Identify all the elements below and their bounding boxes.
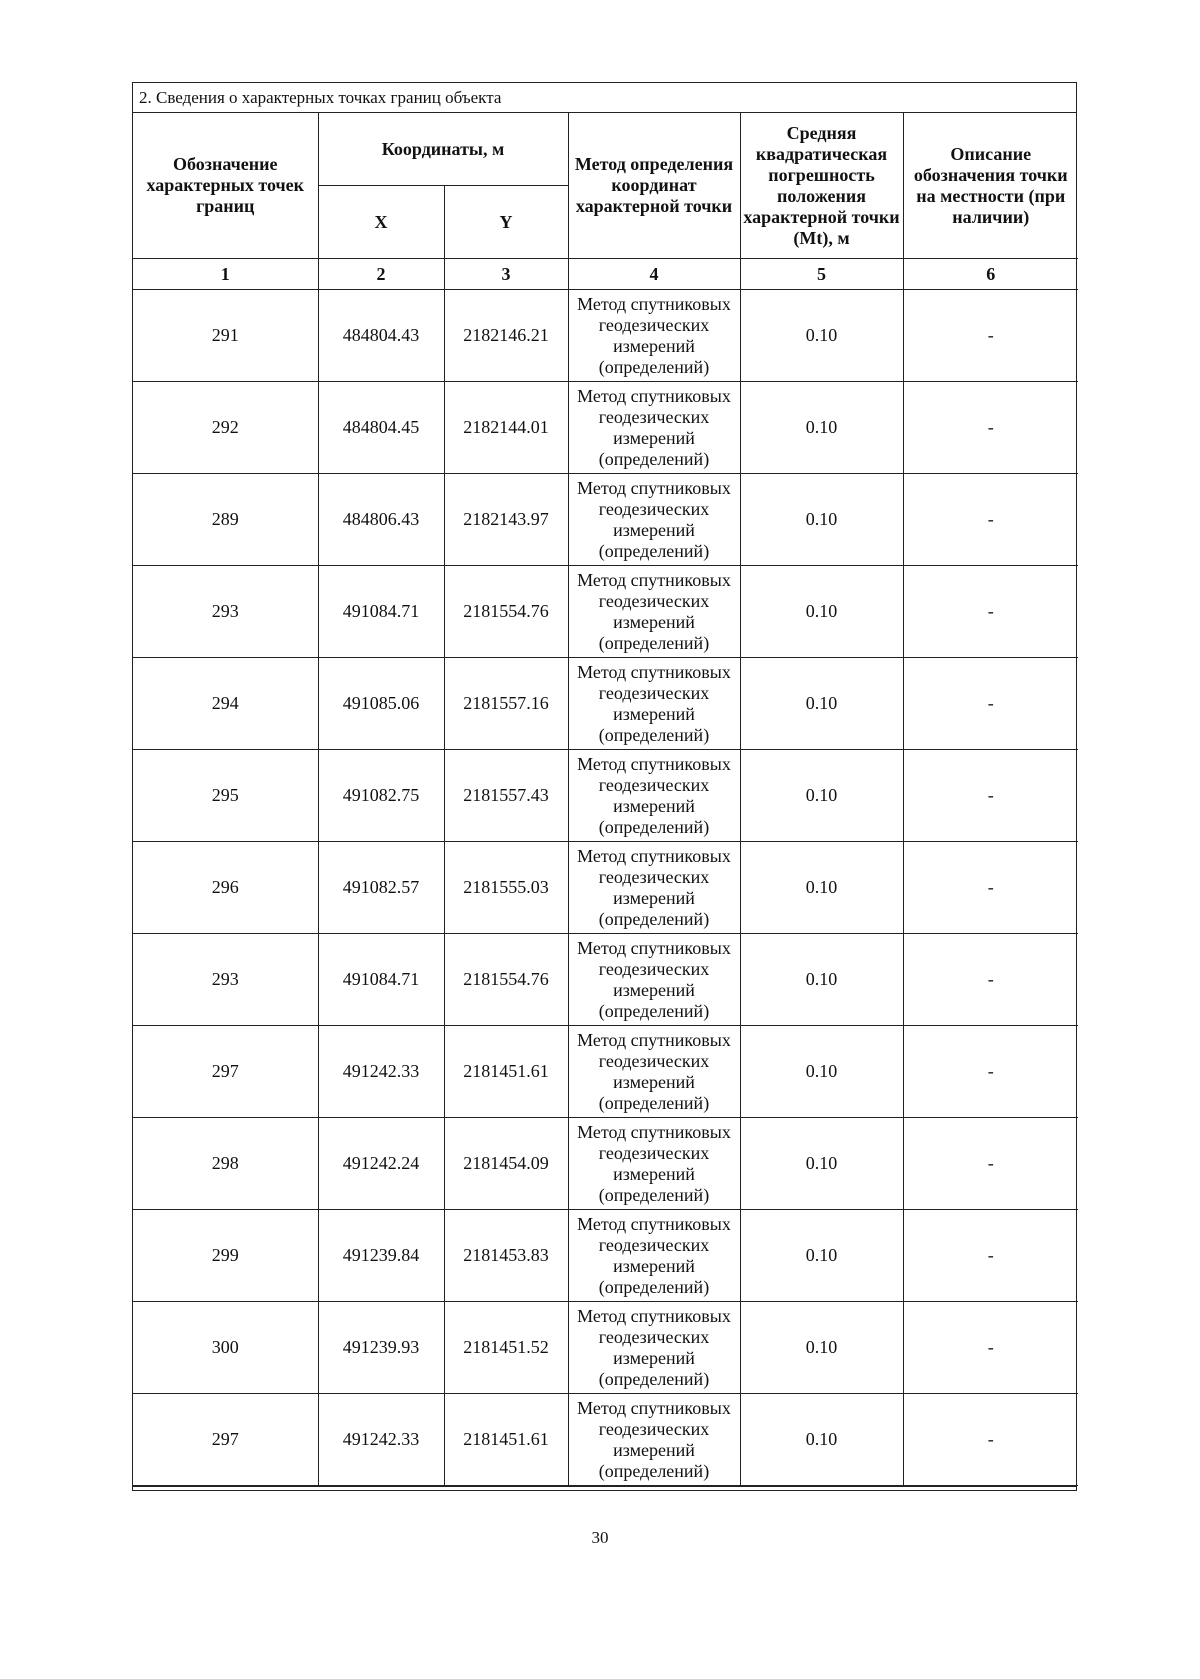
cell-error: 0.10 [740,1394,903,1486]
cell-y: 2181453.83 [444,1210,568,1302]
cell-description: - [903,1118,1078,1210]
cell-x: 491242.33 [318,1394,444,1486]
table-row [133,658,1078,750]
column-number: 2 [318,259,444,290]
cell-method: Метод спутниковых геодезических измерений (определений) [568,290,740,382]
cell-method: Метод спутниковых геодезических измерений (определений) [568,934,740,1026]
table-row [133,1394,1078,1486]
header-designation: Обозначение характерных точек границ [133,113,318,259]
cell-description: - [903,566,1078,658]
cell-point: 289 [133,474,318,566]
cell-point: 299 [133,1210,318,1302]
column-number: 1 [133,259,318,290]
cell-x: 484806.43 [318,474,444,566]
column-number: 5 [740,259,903,290]
cell-point: 292 [133,382,318,474]
cell-x: 491082.75 [318,750,444,842]
column-number: 6 [903,259,1078,290]
table-row [133,474,1078,566]
table-row [133,290,1078,382]
cell-method: Метод спутниковых геодезических измерений (определений) [568,474,740,566]
cell-y: 2181554.76 [444,934,568,1026]
cell-method: Метод спутниковых геодезических измерений (определений) [568,1394,740,1486]
cell-error: 0.10 [740,1302,903,1394]
cell-description: - [903,842,1078,934]
cell-error: 0.10 [740,290,903,382]
cell-y: 2181555.03 [444,842,568,934]
table-row [133,934,1078,1026]
cell-point: 293 [133,566,318,658]
cell-y: 2181557.16 [444,658,568,750]
cell-y: 2182144.01 [444,382,568,474]
cell-point: 296 [133,842,318,934]
table-caption: 2. Сведения о характерных точках границ объекта [133,83,1076,113]
cell-description: - [903,290,1078,382]
cell-point: 298 [133,1118,318,1210]
header-coordinates: Координаты, м [318,113,568,186]
page-number: 30 [591,1528,609,1547]
cell-point: 300 [133,1302,318,1394]
cell-x: 484804.43 [318,290,444,382]
cell-x: 491082.57 [318,842,444,934]
cell-error: 0.10 [740,658,903,750]
table-row [133,1210,1078,1302]
cell-point: 297 [133,1026,318,1118]
cell-error: 0.10 [740,1118,903,1210]
header-x: X [318,186,444,259]
cell-description: - [903,934,1078,1026]
characteristic-points-table [133,113,1078,1486]
cell-error: 0.10 [740,934,903,1026]
cell-method: Метод спутниковых геодезических измерений (определений) [568,750,740,842]
cell-method: Метод спутниковых геодезических измерений (определений) [568,1302,740,1394]
document-table-frame [132,82,1077,1491]
cell-point: 291 [133,290,318,382]
cell-x: 484804.45 [318,382,444,474]
header-error: Средняя квадратическая погрешность положения характерной точки (Mt), м [740,113,903,259]
table-row [133,842,1078,934]
header-y: Y [444,186,568,259]
cell-y: 2181451.52 [444,1302,568,1394]
cell-point: 295 [133,750,318,842]
cell-x: 491239.84 [318,1210,444,1302]
cell-x: 491084.71 [318,934,444,1026]
cell-y: 2182143.97 [444,474,568,566]
cell-description: - [903,1394,1078,1486]
cell-method: Метод спутниковых геодезических измерений (определений) [568,1210,740,1302]
cell-error: 0.10 [740,474,903,566]
cell-point: 293 [133,934,318,1026]
column-number: 3 [444,259,568,290]
cell-description: - [903,1302,1078,1394]
cell-method: Метод спутниковых геодезических измерений (определений) [568,1118,740,1210]
cell-x: 491242.24 [318,1118,444,1210]
table-row [133,750,1078,842]
table-row [133,1026,1078,1118]
header-method: Метод определения координат характерной точки [568,113,740,259]
cell-x: 491085.06 [318,658,444,750]
header-description: Описание обозначения точки на местности (при наличии) [903,113,1078,259]
cell-description: - [903,750,1078,842]
table-bottom-strip [133,1486,1076,1501]
cell-description: - [903,474,1078,566]
cell-description: - [903,658,1078,750]
cell-error: 0.10 [740,1210,903,1302]
table-row [133,382,1078,474]
cell-error: 0.10 [740,1026,903,1118]
cell-point: 294 [133,658,318,750]
cell-description: - [903,1210,1078,1302]
cell-error: 0.10 [740,750,903,842]
cell-y: 2181454.09 [444,1118,568,1210]
cell-method: Метод спутниковых геодезических измерений (определений) [568,842,740,934]
cell-description: - [903,1026,1078,1118]
column-number: 4 [568,259,740,290]
cell-y: 2181451.61 [444,1394,568,1486]
cell-point: 297 [133,1394,318,1486]
header-row-1 [133,113,1078,186]
table-row [133,1302,1078,1394]
cell-error: 0.10 [740,566,903,658]
cell-y: 2182146.21 [444,290,568,382]
cell-description: - [903,382,1078,474]
cell-x: 491242.33 [318,1026,444,1118]
table-row [133,1118,1078,1210]
cell-y: 2181554.76 [444,566,568,658]
cell-error: 0.10 [740,842,903,934]
cell-method: Метод спутниковых геодезических измерений (определений) [568,658,740,750]
cell-x: 491084.71 [318,566,444,658]
cell-y: 2181451.61 [444,1026,568,1118]
cell-error: 0.10 [740,382,903,474]
cell-y: 2181557.43 [444,750,568,842]
column-number-row [133,259,1078,290]
cell-method: Метод спутниковых геодезических измерений (определений) [568,1026,740,1118]
table-body [133,290,1078,1486]
cell-x: 491239.93 [318,1302,444,1394]
cell-method: Метод спутниковых геодезических измерений (определений) [568,382,740,474]
cell-method: Метод спутниковых геодезических измерений (определений) [568,566,740,658]
table-row [133,566,1078,658]
